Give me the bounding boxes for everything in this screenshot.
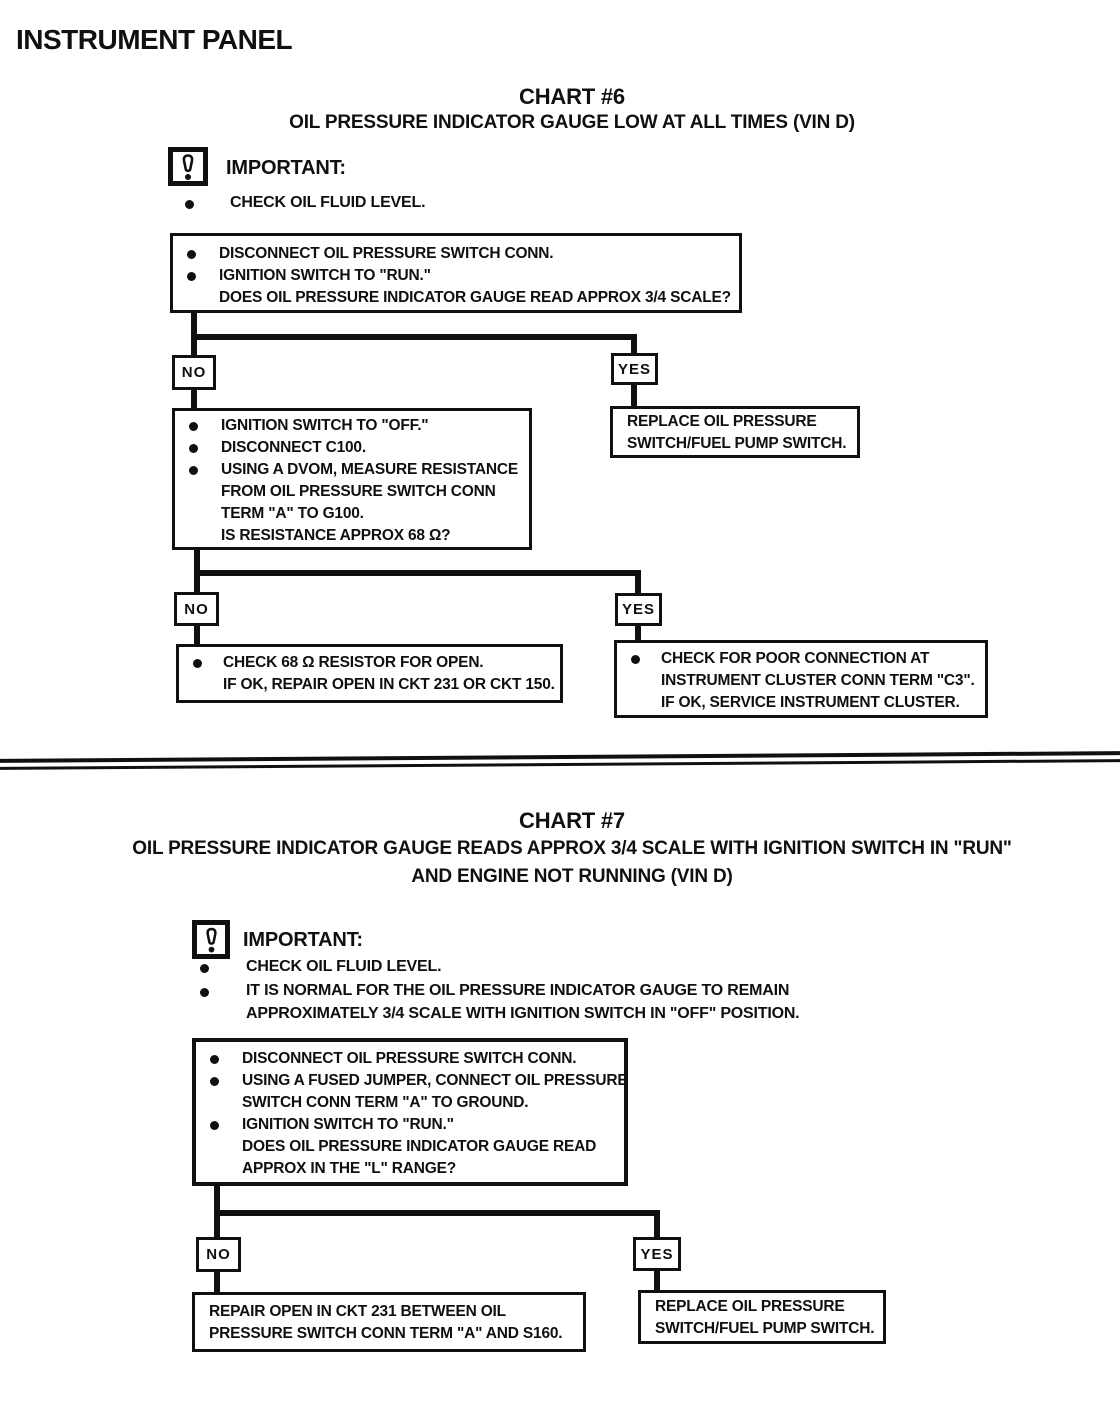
flow-text: USING A FUSED JUMPER, CONNECT OIL PRESSURE	[242, 1072, 628, 1089]
flow-text: SWITCH CONN TERM "A" TO GROUND.	[242, 1094, 529, 1111]
bullet-dot-icon	[187, 272, 196, 281]
chart6-yes1-action-box	[610, 406, 860, 458]
chart7-subtitle-line2: AND ENGINE NOT RUNNING (VIN D)	[411, 866, 733, 887]
flow-line	[175, 459, 529, 481]
bullet-dot-icon	[210, 1077, 219, 1086]
flow-line	[179, 674, 560, 696]
no-badge: NO	[196, 1237, 241, 1272]
flow-line	[196, 1048, 624, 1070]
flow-line	[179, 652, 560, 674]
bullet-dot-icon	[189, 466, 198, 475]
flow-line	[641, 1318, 883, 1340]
flow-line	[613, 411, 857, 433]
flow-line	[175, 415, 529, 437]
section-divider	[0, 751, 1120, 770]
flow-text: IGNITION SWITCH TO "RUN."	[219, 267, 431, 284]
flow-text: DOES OIL PRESSURE INDICATOR GAUGE READ	[242, 1138, 597, 1155]
flow-text: APPROX IN THE "L" RANGE?	[242, 1160, 456, 1177]
flow-line	[175, 503, 529, 525]
flow-text: SWITCH/FUEL PUMP SWITCH.	[655, 1320, 875, 1337]
bullet-dot-icon	[210, 1121, 219, 1130]
chart7-yes-action-box	[638, 1290, 886, 1344]
exclamation-glyph	[176, 153, 200, 181]
flow-line	[196, 1158, 624, 1180]
flow-text: CHECK 68 Ω RESISTOR FOR OPEN.	[223, 654, 484, 671]
flow-text: IS RESISTANCE APPROX 68 Ω?	[221, 527, 451, 544]
flow-line	[173, 243, 739, 265]
flow-line	[195, 1323, 583, 1345]
chart6-yes2-action-box	[614, 640, 988, 718]
connector-vertical	[214, 1272, 220, 1292]
chart6-step2-box	[172, 408, 532, 550]
connector-vertical	[635, 626, 641, 640]
chart6-important-note: CHECK OIL FLUID LEVEL.	[230, 194, 426, 211]
exclamation-glyph	[200, 926, 223, 954]
chart7-no-action-box	[192, 1292, 586, 1352]
connector-vertical	[191, 390, 197, 408]
flow-text: PRESSURE SWITCH CONN TERM "A" AND S160.	[209, 1325, 563, 1342]
chart6-subtitle: OIL PRESSURE INDICATOR GAUGE LOW AT ALL TIMES (VIN D)	[289, 112, 855, 133]
flow-line	[617, 692, 985, 714]
flow-line	[195, 1301, 583, 1323]
flow-line	[196, 1136, 624, 1158]
flow-text: REPAIR OPEN IN CKT 231 BETWEEN OIL	[209, 1303, 506, 1320]
yes-badge: YES	[615, 593, 662, 626]
flow-text: TERM "A" TO G100.	[221, 505, 364, 522]
flow-text: FROM OIL PRESSURE SWITCH CONN	[221, 483, 496, 500]
bullet-dot-icon	[185, 200, 194, 209]
connector-vertical	[631, 385, 637, 406]
flow-line	[617, 648, 985, 670]
flow-line	[173, 265, 739, 287]
no-badge: NO	[172, 355, 216, 390]
flow-text: DISCONNECT C100.	[221, 439, 366, 456]
bullet-dot-icon	[189, 444, 198, 453]
flow-text: IF OK, REPAIR OPEN IN CKT 231 OR CKT 150.	[223, 676, 555, 693]
chart6-title: CHART #6	[519, 84, 625, 109]
chart6-step1-box	[170, 233, 742, 313]
chart6-no2-action-box	[176, 644, 563, 703]
chart7-important-note: CHECK OIL FLUID LEVEL.	[246, 958, 442, 975]
yes-badge: YES	[611, 353, 658, 385]
flow-text: CHECK FOR POOR CONNECTION AT	[661, 650, 930, 667]
page-title: INSTRUMENT PANEL	[16, 24, 293, 55]
flow-text: SWITCH/FUEL PUMP SWITCH.	[627, 435, 847, 452]
flow-line	[617, 670, 985, 692]
flow-line	[196, 1114, 624, 1136]
bullet-dot-icon	[210, 1055, 219, 1064]
important-exclamation-icon	[192, 920, 230, 959]
flow-text: IGNITION SWITCH TO "OFF."	[221, 417, 429, 434]
flow-text: DISCONNECT OIL PRESSURE SWITCH CONN.	[242, 1050, 577, 1067]
connector-branch-bar	[214, 1210, 660, 1216]
connector-branch-bar	[194, 570, 641, 576]
flow-line	[196, 1070, 628, 1092]
flow-text: REPLACE OIL PRESSURE	[627, 413, 817, 430]
chart7-step1-box	[192, 1038, 628, 1186]
flow-line	[175, 525, 529, 547]
connector-vertical	[654, 1271, 660, 1290]
flow-line	[175, 481, 529, 503]
flow-text: DOES OIL PRESSURE INDICATOR GAUGE READ APPROX 3/4 SCALE?	[219, 289, 731, 306]
bullet-dot-icon	[189, 422, 198, 431]
chart6-important-label: IMPORTANT:	[226, 157, 346, 179]
flow-text: INSTRUMENT CLUSTER CONN TERM "C3".	[661, 672, 975, 689]
no-badge: NO	[174, 592, 219, 626]
flow-line	[613, 433, 857, 455]
flow-line	[173, 287, 739, 309]
connector-vertical	[194, 626, 200, 644]
chart7-title: CHART #7	[519, 808, 625, 833]
flow-line	[196, 1092, 624, 1114]
flow-line	[175, 437, 529, 459]
connector-vertical	[635, 570, 641, 593]
bullet-dot-icon	[200, 964, 209, 973]
chart7-important-note: APPROXIMATELY 3/4 SCALE WITH IGNITION SWITCH IN "OFF" POSITION.	[246, 1005, 800, 1022]
connector-branch-bar	[191, 334, 637, 340]
connector-vertical	[654, 1210, 660, 1237]
important-exclamation-icon	[168, 147, 208, 186]
bullet-dot-icon	[631, 655, 640, 664]
bullet-dot-icon	[187, 250, 196, 259]
flow-text: IGNITION SWITCH TO "RUN."	[242, 1116, 454, 1133]
flow-text: REPLACE OIL PRESSURE	[655, 1298, 845, 1315]
flow-line	[641, 1296, 883, 1318]
yes-badge: YES	[633, 1237, 681, 1271]
bullet-dot-icon	[200, 988, 209, 997]
flow-text: USING A DVOM, MEASURE RESISTANCE	[221, 461, 519, 478]
chart7-important-note: IT IS NORMAL FOR THE OIL PRESSURE INDICATOR GAUGE TO REMAIN	[246, 982, 790, 999]
bullet-dot-icon	[193, 659, 202, 668]
chart7-subtitle-line1: OIL PRESSURE INDICATOR GAUGE READS APPROX 3/4 SCALE WITH IGNITION SWITCH IN "RUN"	[132, 838, 1012, 859]
connector-vertical	[631, 334, 637, 353]
flow-text: IF OK, SERVICE INSTRUMENT CLUSTER.	[661, 694, 960, 711]
chart7-important-label: IMPORTANT:	[243, 929, 363, 951]
flow-text: DISCONNECT OIL PRESSURE SWITCH CONN.	[219, 245, 554, 262]
